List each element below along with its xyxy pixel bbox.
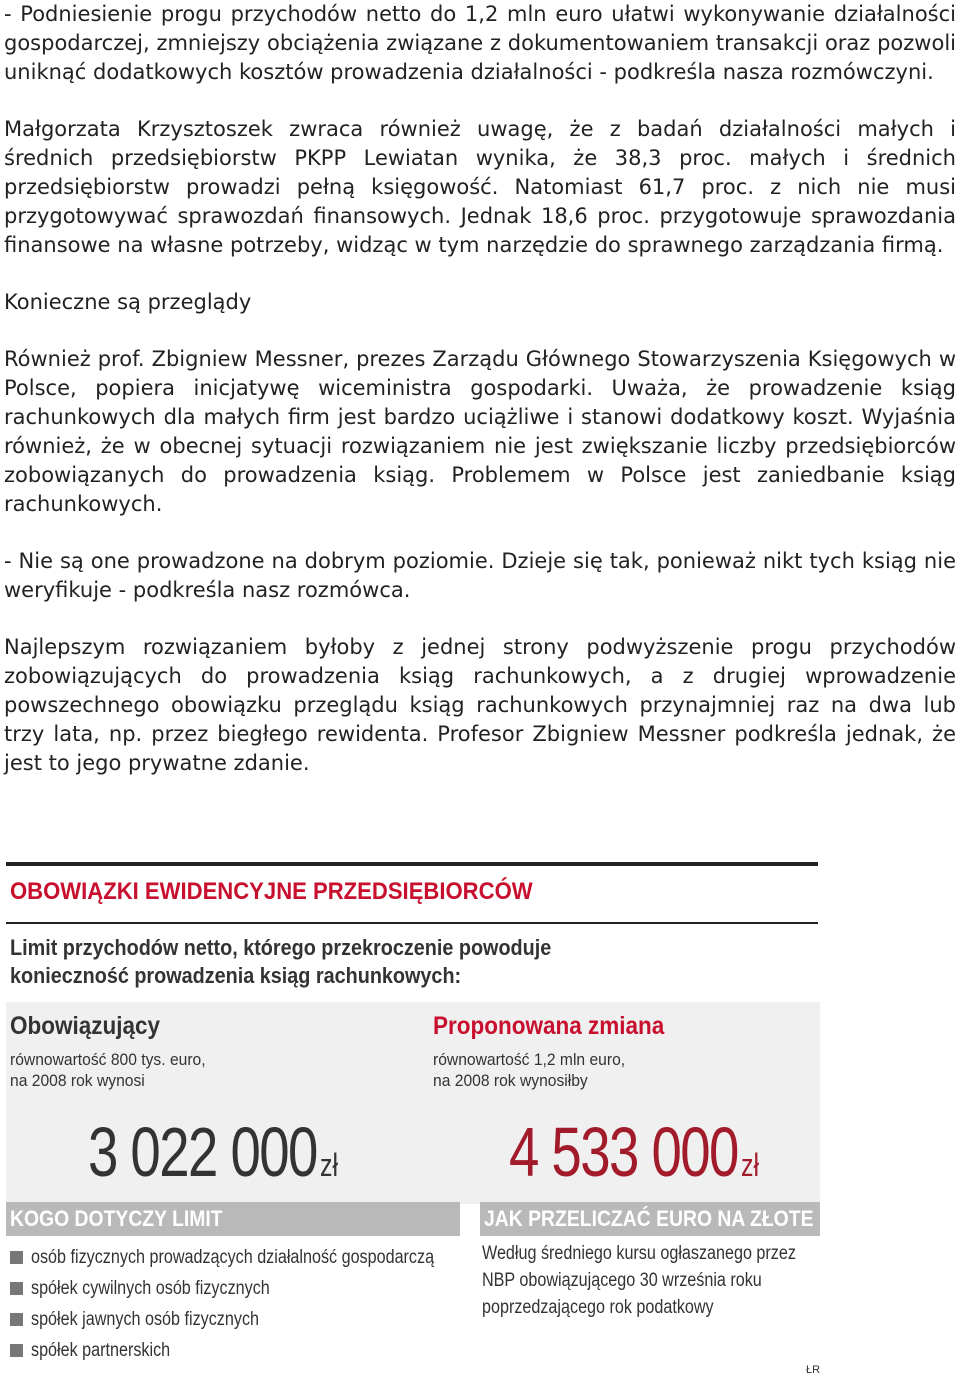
amount-value: 3 022 000 [88,1113,317,1191]
list-item [10,1273,460,1304]
current-amount [88,1112,338,1192]
proposed-description [433,1049,787,1091]
bullet-square-icon [10,1282,23,1295]
infographic-title: OBOWIĄZKI EWIDENCYJNE PRZEDSIĘBIORCÓW [10,878,533,905]
source-credit: ŁR [806,1364,821,1376]
current-limit [10,1012,410,1091]
who-header-label: KOGO DOTYCZY LIMIT [10,1206,223,1231]
list-item-label: spółek jawnych osób fizycznych [31,1308,260,1330]
bullet-square-icon [10,1313,23,1326]
bullet-square-icon [10,1251,23,1264]
current-description [10,1049,378,1091]
current-label: Obowiązujący [10,1012,161,1040]
desc-line: równowartość 1,2 mln euro, [433,1050,626,1069]
article-paragraph: Małgorzata Krzysztoszek zwraca również uwagę, że z badań działalności małych i średnich przedsiębiorstw PKPP Lewiatan wynika, że 38,3 proc. małych i średnich przedsiębiorstw prowadzi pełną księgowość. Natomiast 61,7 proc. z nich nie musi przygotowywać sprawozdań finansowych. Jednak 18,6 proc. przygotowuje sprawozdania finansowe na własne potrzeby, widząc w tym narzędzie do sprawnego zarządzania firmą. [4,117,956,257]
currency-label: zł [319,1147,339,1183]
article-paragraph: - Nie są one prowadzone na dobrym poziomie. Dzieje się tak, ponieważ nikt tych ksiąg nie weryfikuje - podkreśla nasz rozmówca. [4,549,956,602]
list-item-label: spółek partnerskich [31,1339,171,1361]
conversion-line: poprzedzającego rok podatkowy [482,1297,714,1318]
conversion-text [482,1240,822,1321]
proposed-label: Proponowana zmiana [433,1012,665,1040]
proposed-limit [433,1012,818,1091]
desc-line: równowartość 800 tys. euro, [10,1050,206,1069]
desc-line: na 2008 rok wynosi [10,1071,145,1090]
list-item [10,1304,460,1335]
who-header [6,1202,460,1236]
desc-line: na 2008 rok wynosiłby [433,1071,588,1090]
conversion-header [480,1202,820,1236]
list-item-label: spółek cywilnych osób fizycznych [31,1277,270,1299]
divider [6,922,818,924]
list-item-label: osób fizycznych prowadzących działalność gospodarczą [31,1246,435,1268]
amount-value: 4 533 000 [509,1113,738,1191]
section-heading: Konieczne są przeglądy [4,290,252,314]
article-paragraph: Najlepszym rozwiązaniem byłoby z jednej strony podwyższenie progu przychodów zobowiązujących do prowadzenia ksiąg rachunkowych, a z drugiej wprowadzenie powszechnego obowiązku przeglądu ksiąg rachunkowych przynajmniej raz na dwa lub trzy lata, np. przez biegłego rewidenta. Profesor Zbigniew Messner podkreśla jednak, że jest to jego prywatne zdanie. [4,635,956,775]
conversion-line: Według średniego kursu ogłaszanego przez [482,1243,796,1264]
conversion-header-label: JAK PRZELICZAĆ EURO NA ZŁOTE [484,1206,814,1231]
list-item [10,1242,460,1273]
divider [6,862,818,866]
who-list [10,1242,460,1366]
subtitle-line: konieczność prowadzenia ksiąg rachunkowych: [10,963,462,988]
currency-label: zł [740,1147,760,1183]
list-item [10,1335,460,1366]
subtitle-line: Limit przychodów netto, którego przekroczenie powoduje [10,935,552,960]
proposed-amount [509,1112,759,1192]
article-paragraph: Również prof. Zbigniew Messner, prezes Zarządu Głównego Stowarzyszenia Księgowych w Polsce, popiera inicjatywę wiceministra gospodarki. Uważa, że prowadzenie ksiąg rachunkowych dla małych firm jest bardzo uciążliwe i stanowi dodatkowy koszt. Wyjaśnia również, że w obecnej sytuacji rozwiązaniem nie jest zwiększanie liczby przedsiębiorców zobowiązanych do prowadzenia ksiąg. Problemem w Polsce jest zaniedbanie ksiąg rachunkowych. [4,347,956,516]
infographic [6,862,820,1386]
conversion-line: NBP obowiązującego 30 września roku [482,1270,762,1291]
article-paragraph: - Podniesienie progu przychodów netto do 1,2 mln euro ułatwi wykonywanie działalności gospodarczej, zmniejszy obciążenia związane z dokumentowaniem transakcji oraz pozwoli uniknąć dodatkowych kosztów prowadzenia działalności - podkreśla nasza rozmówczyni. [4,2,956,84]
article-body [4,0,956,806]
infographic-subtitle [10,934,551,990]
bullet-square-icon [10,1344,23,1357]
